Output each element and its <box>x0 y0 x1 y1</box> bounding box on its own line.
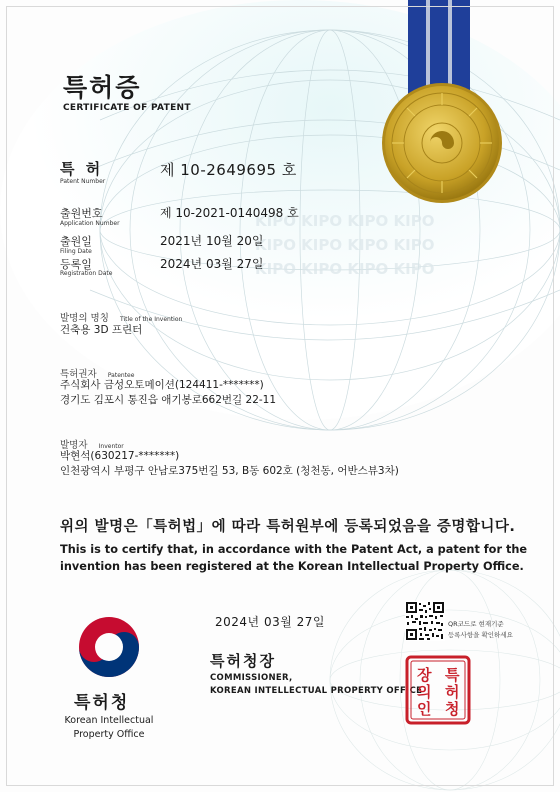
patentee-label-en: Patentee <box>107 372 135 379</box>
qr-code[interactable] <box>405 601 445 641</box>
qr-note-line1: QR코드로 현재기준 <box>448 620 504 628</box>
certification-statement-en-line1: This is to certify that, in accordance with the Patent Act, a patent for the <box>60 543 528 556</box>
signer-title: 특허청장 <box>210 652 276 670</box>
certificate-title-en: CERTIFICATE OF PATENT <box>63 103 191 113</box>
application-number-label-en: Application Number <box>60 220 120 227</box>
qr-note-line2: 등록사항을 확인하세요 <box>448 631 513 639</box>
issue-date: 2024년 03월 27일 <box>215 615 325 629</box>
stamp-char-6: 인 <box>417 700 432 718</box>
kipo-logo-icon <box>75 613 143 681</box>
stamp-char-2: 허 <box>445 683 460 701</box>
filing-date-value: 2021년 10월 20일 <box>160 234 264 248</box>
stamp-char-1: 특 <box>445 666 460 684</box>
agency-name: 특허청 <box>74 693 130 713</box>
stamp-char-3: 청 <box>445 700 460 718</box>
signer-title-en-line2: KOREAN INTELLECTUAL PROPERTY OFFICE <box>210 686 423 696</box>
agency-name-en-line1: Korean Intellectual <box>64 715 154 726</box>
kipo-watermark-row-1: KIPO KIPO KIPO KIPO <box>255 212 435 230</box>
invention-label-en: Title of the Invention <box>120 316 183 323</box>
application-number-value: 제 10-2021-0140498 호 <box>160 206 299 220</box>
patentee-name: 주식회사 금성오토메이션(124411-*******) <box>60 379 264 391</box>
registration-date-label-en: Registration Date <box>60 270 113 277</box>
inventor-label-en: Inventor <box>98 443 124 450</box>
inventor-label: 발명자 <box>60 440 88 451</box>
certification-statement-en-line2: invention has been registered at the Korean Intellectual Property Office. <box>60 560 524 573</box>
kipo-watermark-row-3: KIPO KIPO KIPO KIPO <box>255 260 435 278</box>
patentee-address: 경기도 김포시 통진읍 애기봉로662번길 22-11 <box>60 394 277 406</box>
registration-date-label: 등록일 <box>60 258 92 271</box>
patent-number-label-en: Patent Number <box>60 178 106 185</box>
registration-date-value: 2024년 03월 27일 <box>160 257 264 271</box>
certification-statement-ko: 위의 발명은「특허법」에 따라 특허원부에 등록되었음을 증명합니다. <box>60 519 516 535</box>
invention-title: 건축용 3D 프린터 <box>60 324 143 336</box>
inventor-address: 인천광역시 부평구 안남로375번길 53, B동 602호 (청천동, 어반스뷰3차) <box>60 465 399 477</box>
patent-number-label: 특 허 <box>60 160 104 178</box>
stamp-char-5: 의 <box>417 683 432 701</box>
patentee-label: 특허권자 <box>60 369 97 380</box>
signer-title-en-line1: COMMISSIONER, <box>210 673 293 683</box>
official-red-stamp <box>405 655 471 725</box>
filing-date-label-en: Filing Date <box>60 248 92 255</box>
inventor-name: 박현석(630217-*******) <box>60 450 180 462</box>
certificate-title: 특허증 <box>63 73 142 102</box>
stamp-char-4: 장 <box>417 666 432 684</box>
agency-name-en-line2: Property Office <box>73 729 145 740</box>
patent-number-value: 제 10-2649695 호 <box>160 161 297 179</box>
filing-date-label: 출원일 <box>60 235 92 248</box>
invention-label: 발명의 명칭 <box>60 313 109 324</box>
kipo-watermark-row-2: KIPO KIPO KIPO KIPO <box>255 236 435 254</box>
application-number-label: 출원번호 <box>60 207 103 220</box>
